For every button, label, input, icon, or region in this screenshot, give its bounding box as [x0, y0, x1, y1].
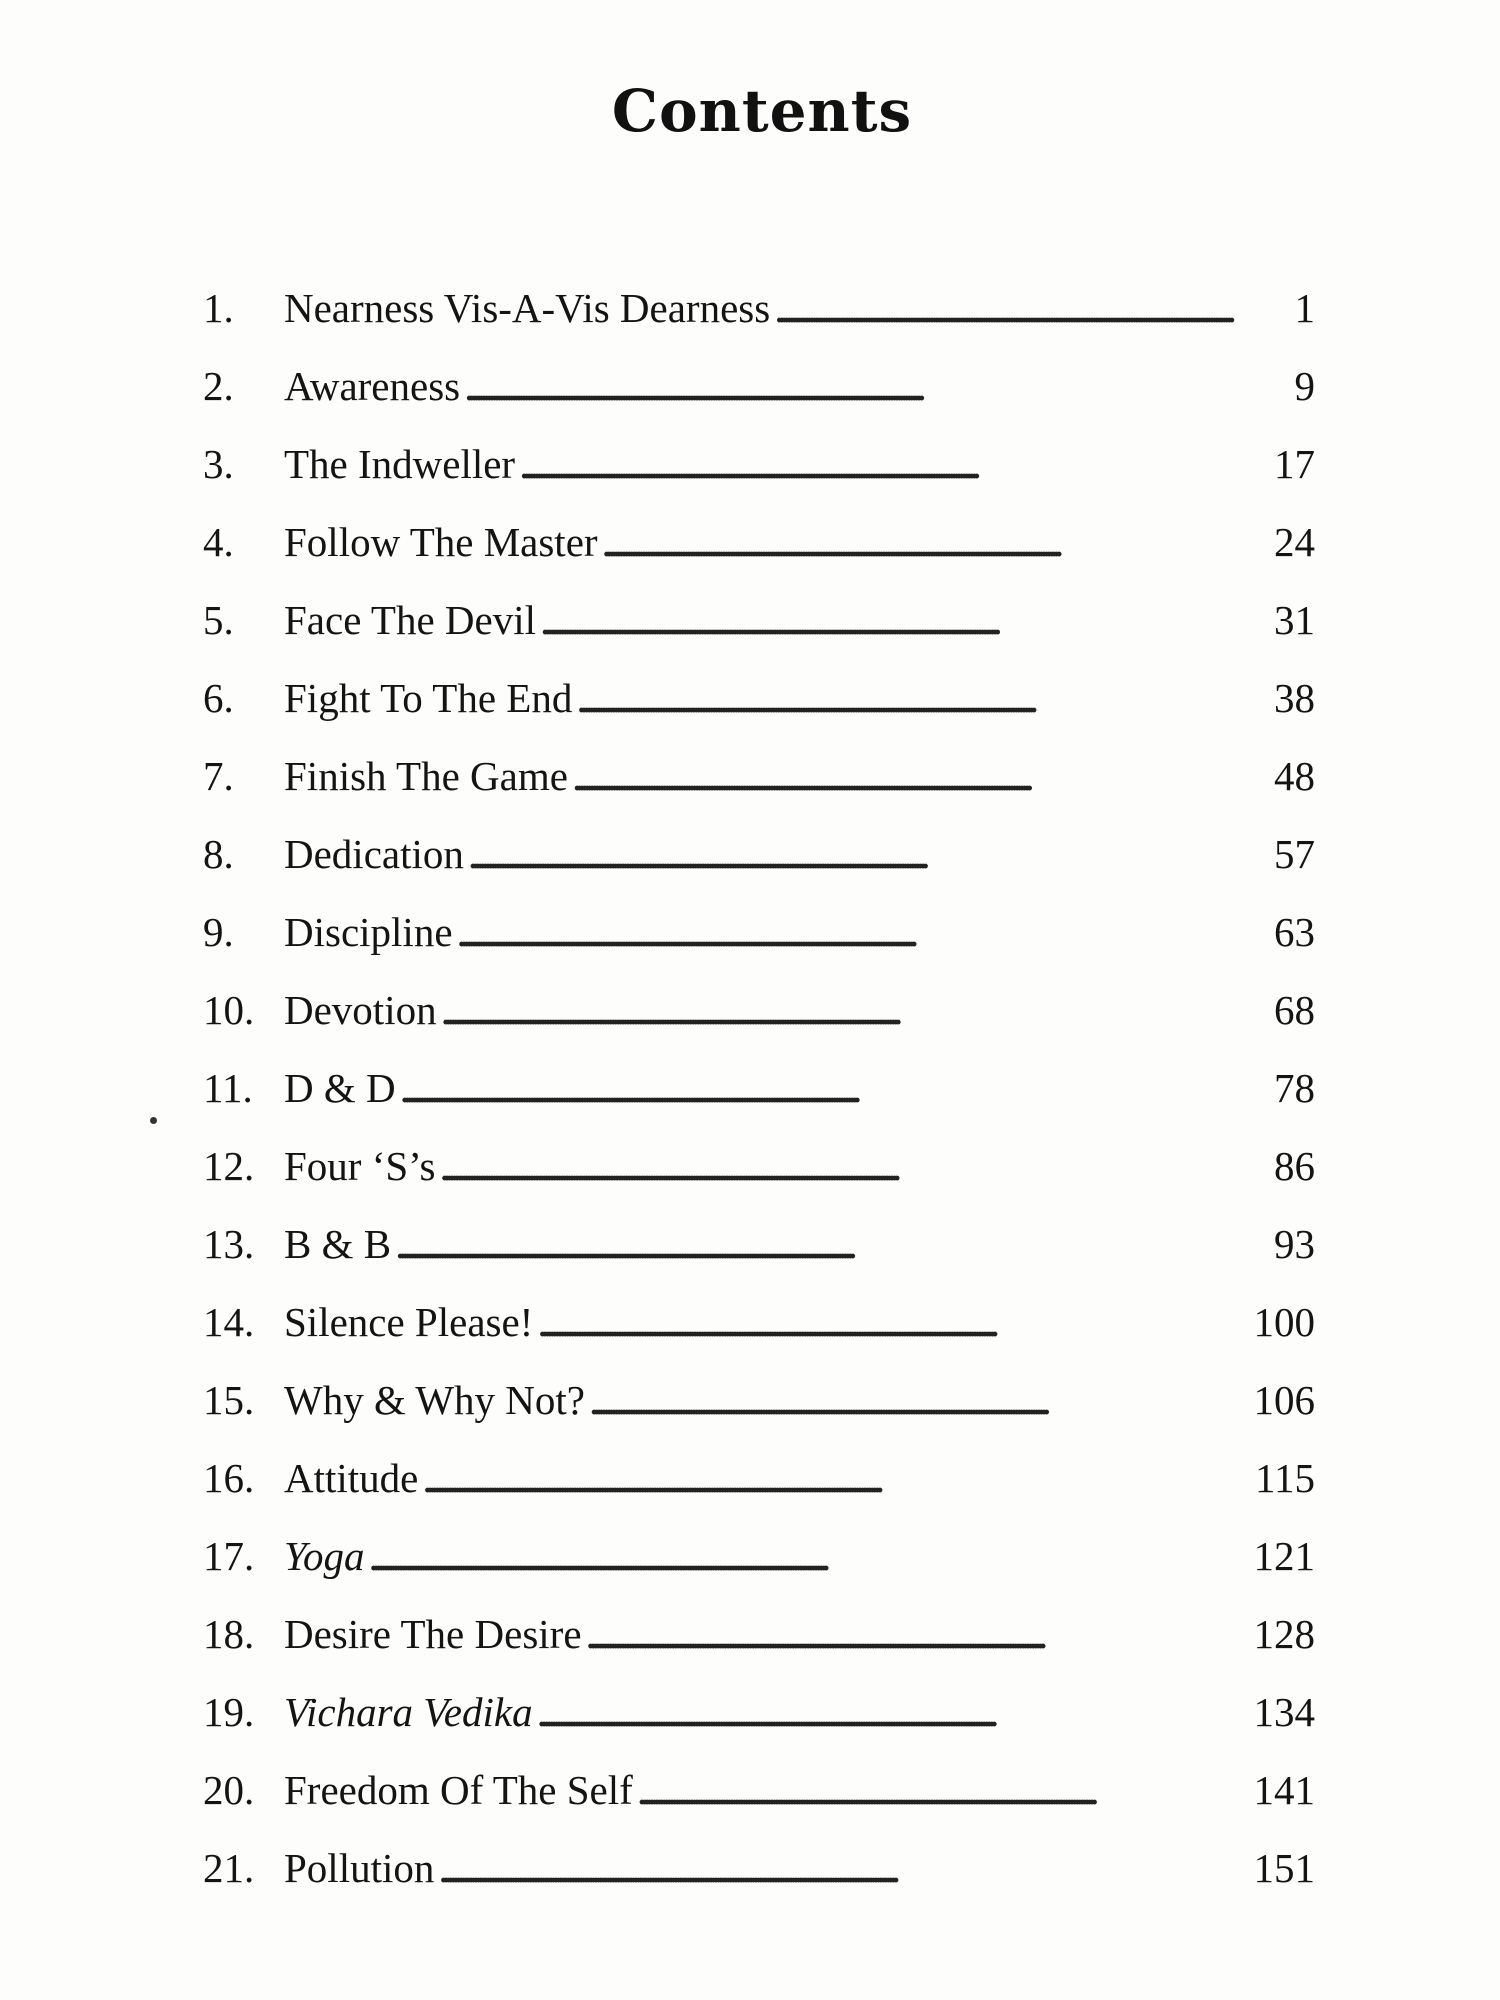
toc-entry-number: 20. — [203, 1767, 255, 1813]
toc-entry — [203, 746, 1315, 806]
dot-leader — [637, 1760, 1250, 1820]
toc-entry — [203, 1136, 1315, 1196]
toc-entry-title: Finish The Game — [284, 753, 568, 799]
toc-entry-page-number: 121 — [1253, 1533, 1315, 1579]
toc-entry-title: Desire The Desire — [284, 1611, 582, 1657]
toc-entry-number: 16. — [203, 1455, 255, 1501]
toc-entry-number: 9. — [203, 909, 234, 955]
toc-entry-page-number: 1 — [1294, 285, 1315, 331]
toc-entry-title: Attitude — [284, 1455, 419, 1501]
dot-leader — [400, 1058, 1270, 1118]
toc-entry — [203, 1370, 1315, 1430]
toc-entry — [203, 590, 1315, 650]
toc-entry-number: 11. — [203, 1065, 253, 1111]
dot-leader — [441, 980, 1270, 1040]
toc-entry-page-number: 78 — [1274, 1065, 1315, 1111]
toc-entry-page-number: 86 — [1274, 1143, 1315, 1189]
toc-entry-number: 17. — [203, 1533, 255, 1579]
toc-entry-title: Awareness — [284, 363, 461, 409]
dot-leader — [572, 746, 1270, 806]
toc-entry — [203, 1604, 1315, 1664]
toc-entry — [203, 1292, 1315, 1352]
toc-entry-page-number: 100 — [1253, 1299, 1315, 1345]
dot-leader — [464, 356, 1290, 416]
toc-entry — [203, 1448, 1315, 1508]
dot-leader — [540, 590, 1270, 650]
toc-entry-number: 12. — [203, 1143, 255, 1189]
toc-entry — [203, 1526, 1315, 1586]
dot-leader — [422, 1448, 1251, 1508]
toc-entry — [203, 434, 1315, 494]
toc-entry-title: The Indweller — [284, 441, 516, 487]
dot-leader — [438, 1838, 1249, 1898]
dot-leader — [395, 1214, 1270, 1274]
toc-entry-page-number: 68 — [1274, 987, 1315, 1033]
toc-entry-number: 14. — [203, 1299, 255, 1345]
toc-entry-title: Pollution — [284, 1845, 435, 1891]
dot-leader — [457, 902, 1270, 962]
toc-entry-title: Discipline — [284, 909, 453, 955]
dot-leader — [468, 824, 1270, 884]
toc-entry — [203, 980, 1315, 1040]
toc-entry-number: 2. — [203, 363, 234, 409]
toc-entry-page-number: 9 — [1294, 363, 1315, 409]
toc-entry — [203, 1682, 1315, 1742]
toc-entry-number: 3. — [203, 441, 234, 487]
toc-entry-page-number: 141 — [1253, 1767, 1315, 1813]
toc-entry-title: Freedom Of The Self — [284, 1767, 633, 1813]
toc-entry-title: D & D — [284, 1065, 396, 1111]
toc-entry-page-number: 63 — [1274, 909, 1315, 955]
toc-entry-page-number: 106 — [1253, 1377, 1315, 1423]
toc-entry-page-number: 48 — [1274, 753, 1315, 799]
scan-speck — [150, 1117, 157, 1124]
toc-entry-number: 15. — [203, 1377, 255, 1423]
toc-entry-title: Vichara Vedika — [284, 1689, 533, 1735]
toc-entry — [203, 824, 1315, 884]
toc-entry-number: 6. — [203, 675, 234, 721]
toc-entry-page-number: 38 — [1274, 675, 1315, 721]
toc-entry-page-number: 151 — [1253, 1845, 1315, 1891]
toc-entry-number: 7. — [203, 753, 234, 799]
toc-entry-title: Nearness Vis-A-Vis Dearness — [284, 285, 771, 331]
toc-entry-page-number: 57 — [1274, 831, 1315, 877]
toc-entry-title: Four ‘S’s — [284, 1143, 436, 1189]
toc-entry-page-number: 24 — [1274, 519, 1315, 565]
toc-entry-number: 21. — [203, 1845, 255, 1891]
toc-entry-number: 18. — [203, 1611, 255, 1657]
dot-leader — [586, 1604, 1250, 1664]
toc-entry-title: Face The Devil — [284, 597, 536, 643]
toc-entry-title: Silence Please! — [284, 1299, 534, 1345]
dot-leader — [602, 512, 1270, 572]
dot-leader — [537, 1292, 1249, 1352]
dot-leader — [369, 1526, 1250, 1586]
toc-entry-title: Follow The Master — [284, 519, 598, 565]
toc-entry-title: Dedication — [284, 831, 464, 877]
toc-entry — [203, 278, 1315, 338]
toc-entry — [203, 668, 1315, 728]
dot-leader — [440, 1136, 1270, 1196]
toc-entry — [203, 1760, 1315, 1820]
toc-entry-number: 4. — [203, 519, 234, 565]
toc-entry-title: B & B — [284, 1221, 392, 1267]
toc-entry — [203, 1838, 1315, 1898]
toc-entry — [203, 902, 1315, 962]
toc-entry-title: Devotion — [284, 987, 437, 1033]
page-title: Contents — [611, 77, 913, 145]
toc-entry — [203, 1214, 1315, 1274]
toc-entry-number: 5. — [203, 597, 234, 643]
toc-entry-number: 1. — [203, 285, 234, 331]
toc-entry-number: 10. — [203, 987, 255, 1033]
toc-entry-title: Why & Why Not? — [284, 1377, 585, 1423]
toc-entry-page-number: 115 — [1255, 1455, 1315, 1501]
toc-entry-title: Yoga — [284, 1533, 365, 1579]
toc-entry — [203, 512, 1315, 572]
toc-entry-number: 8. — [203, 831, 234, 877]
toc-entry-page-number: 93 — [1274, 1221, 1315, 1267]
dot-leader — [589, 1370, 1250, 1430]
dot-leader — [537, 1682, 1250, 1742]
toc-entry-title: Fight To The End — [284, 675, 573, 721]
toc-entry-page-number: 128 — [1253, 1611, 1315, 1657]
dot-leader — [519, 434, 1270, 494]
toc-entry-page-number: 134 — [1253, 1689, 1315, 1735]
dot-leader — [774, 278, 1290, 338]
toc-entry — [203, 356, 1315, 416]
toc-entry-page-number: 17 — [1274, 441, 1315, 487]
toc-entry-number: 19. — [203, 1689, 255, 1735]
toc-entry-page-number: 31 — [1274, 597, 1315, 643]
dot-leader — [576, 668, 1270, 728]
toc-entry-number: 13. — [203, 1221, 255, 1267]
toc-entry — [203, 1058, 1315, 1118]
